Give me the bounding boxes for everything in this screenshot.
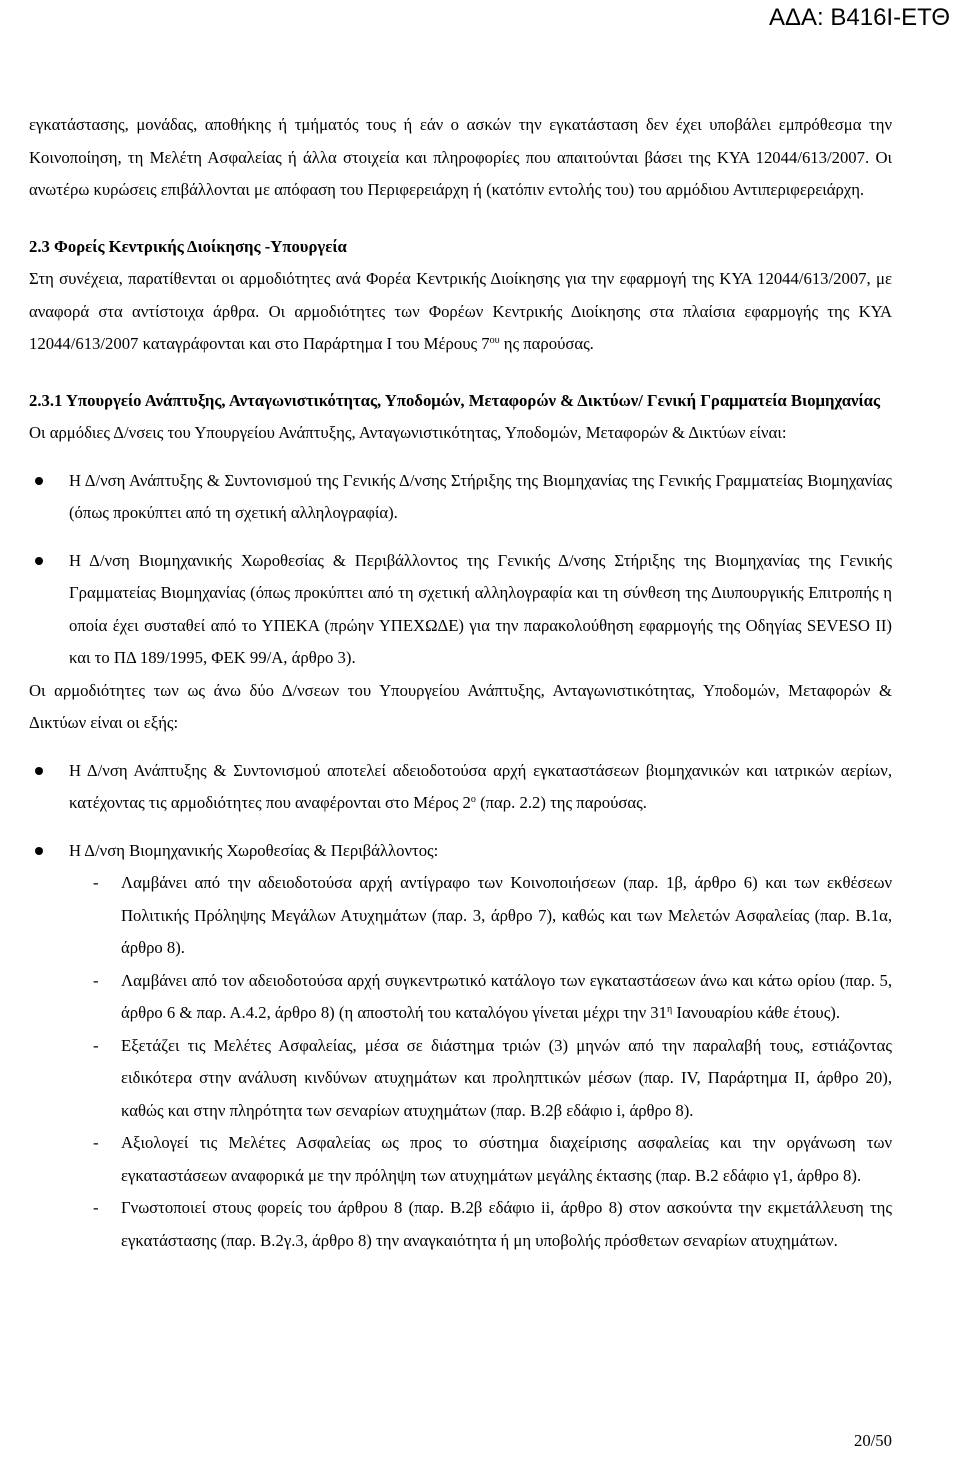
dash-item [29, 965, 892, 1030]
dash-marker: - [93, 873, 99, 892]
page-number: 20/50 [853, 1431, 892, 1450]
section-2-3-heading: 2.3 Φορείς Κεντρικής Διοίκησης -Υπουργεία [29, 236, 347, 256]
document-body [29, 109, 892, 1257]
dash-item-text-end: Ιανουαρίου κάθε έτους). [672, 1003, 841, 1022]
list-item [29, 755, 892, 820]
dash-marker: - [93, 1198, 99, 1217]
competences-list [29, 755, 892, 868]
list-item-text: Η Δ/νση Ανάπτυξης & Συντονισμού της Γενικής Δ/νσης Στήριξης της Βιομηχανίας της Γενικής Γραμματείας Βιομηχανίας (όπως προκύπτει από τη σχετική αλληλογραφία). [69, 470, 892, 522]
bullet-icon [35, 557, 43, 565]
directorates-intro: Οι αρμόδιες Δ/νσεις του Υπουργείου Ανάπτυξης, Ανταγωνιστικότητας, Υποδομών, Μεταφορών & Δικτύων είναι: [29, 423, 787, 442]
dash-item [29, 1030, 892, 1128]
list-item-text: Η Δ/νση Ανάπτυξης & Συντονισμού αποτελεί αδειοδοτούσα αρχή εγκαταστάσεων βιομηχανικών και ιατρικών αερίων, κατέχοντας τις αρμοδιότητες που αναφέρονται στο Μέρος 2 [69, 760, 892, 812]
dash-marker: - [93, 1133, 99, 1152]
dash-item [29, 1127, 892, 1192]
section-2-3-text-end: ης παρούσας. [499, 334, 594, 353]
dash-item [29, 867, 892, 965]
section-2-3-1-heading: 2.3.1 Υπουργείο Ανάπτυξης, Ανταγωνιστικότητας, Υποδομών, Μεταφορών & Δικτύων/ Γενική Γραμματεία Βιομηχανίας [29, 390, 880, 410]
dash-item-text: Αξιολογεί τις Μελέτες Ασφαλείας ως προς το σύστημα διαχείρισης ασφαλείας και την οργάνωση των εγκαταστάσεων αναφορικά με την πρόληψη των ατυχημάτων μεγάλης έκτασης (παρ. Β.2 εδάφιο γ1, άρθρο 8). [121, 1133, 892, 1185]
dash-marker: - [93, 1035, 99, 1055]
bullet-icon [35, 847, 43, 855]
dash-marker: - [93, 970, 99, 990]
list-item [29, 835, 892, 868]
intro-paragraph: εγκατάστασης, μονάδας, αποθήκης ή τμήματός τους ή εάν ο ασκών την εγκατάσταση δεν έχει υποβάλει εμπρόθεσμα την Κοινοποίηση, τη Μελέτη Ασφαλείας ή άλλα στοιχεία και πληροφορίες που απαιτούνται βάσει της ΚΥΑ 12044/613/2007. Οι ανωτέρω κυρώσεις επιβάλλονται με απόφαση του Περιφερειάρχη ή (κατόπιν εντολής του) του αρμόδιου Αντιπεριφερειάρχη. [29, 115, 892, 199]
dash-item-text: Γνωστοποιεί στους φορείς του άρθρου 8 (παρ. Β.2β εδάφιο ii, άρθρο 8) στον ασκούντα την εκμετάλλευση της εγκατάστασης (παρ. Β.2γ.3, άρθρο 8) την αναγκαιότητα ή μη υποβολής πρόσθετων σεναρίων ατυχημάτων. [121, 1198, 892, 1250]
directorates-list [29, 465, 892, 675]
dash-item-text: Εξετάζει τις Μελέτες Ασφαλείας, μέσα σε διάστημα τριών (3) μηνών από την παραλαβή τους, εστιάζοντας ειδικότερα στην ανάλυση κινδύνων ατυχημάτων και προληπτικών μέσων (παρ. IV, Παράρτημα ΙΙ, άρθρο 20), καθώς και στην πληρότητα των σεναρίων ατυχημάτων (παρ. Β.2β εδάφιο i, άρθρο 8). [121, 1035, 892, 1120]
dash-item-text: Λαμβάνει από την αδειοδοτούσα αρχή αντίγραφο των Κοινοποιήσεων (παρ. 1β, άρθρο 6) και των εκθέσεων Πολιτικής Πρόληψης Μεγάλων Ατυχημάτων (παρ. 3, άρθρο 7), καθώς και των Μελετών Ασφαλείας (παρ. Β.1α, άρθρο 8). [121, 873, 892, 957]
list-item-text-end: (παρ. 2.2) της παρούσας. [475, 793, 647, 812]
list-item [29, 465, 892, 530]
bullet-icon [35, 477, 43, 485]
ordinal-suffix: ου [489, 335, 500, 346]
section-2-3-text: Στη συνέχεια, παρατίθενται οι αρμοδιότητες ανά Φορέα Κεντρικής Διοίκησης για την εφαρμογή της ΚΥΑ 12044/613/2007, με αναφορά στα αντίστοιχα άρθρα. Οι αρμοδιότητες των Φορέων Κεντρικής Διοίκησης στα πλαίσια εφαρμογής της ΚΥΑ 12044/613/2007 καταγράφονται και στο Παράρτημα Ι του Μέρους 7 [29, 269, 892, 353]
ordinal-suffix: ο [470, 794, 476, 805]
section-2-3-paragraph [29, 263, 892, 361]
list-item-text: Η Δ/νση Βιομηχανικής Χωροθεσίας & Περιβάλλοντος: [69, 840, 439, 860]
ordinal-suffix: η [667, 1004, 673, 1015]
ada-code: ΑΔΑ: Β416Ι-ΕΤΘ [769, 4, 950, 31]
bullet-icon [35, 767, 43, 775]
dash-item-text: Λαμβάνει από τον αδειοδοτούσα αρχή συγκεντρωτικό κατάλογο των εγκαταστάσεων άνω και κάτω ορίου (παρ. 5, άρθρο 6 & παρ. Α.4.2, άρθρο 8) (η αποστολή του καταλόγου γίνεται μέχρι την 31 [121, 970, 892, 1022]
dash-item [29, 1192, 892, 1257]
competences-intro: Οι αρμοδιότητες των ως άνω δύο Δ/νσεων του Υπουργείου Ανάπτυξης, Ανταγωνιστικότητας, Υποδομών, Μεταφορών & Δικτύων είναι οι εξής: [29, 680, 892, 732]
list-item [29, 545, 892, 675]
list-item-text: Η Δ/νση Βιομηχανικής Χωροθεσίας & Περιβάλλοντος της Γενικής Δ/νσης Στήριξης της Βιομηχανίας της Γενικής Γραμματείας Βιομηχανίας (όπως προκύπτει από τη σχετική αλληλογραφία και τη σύνθεση της Διυπουργικής Επιτροπής η οποία έχει συσταθεί από το ΥΠΕΚΑ (πρώην ΥΠΕΧΩΔΕ) για την παρακολούθηση εφαρμογής της Οδηγίας SEVESO II) και το ΠΔ 189/1995, ΦΕΚ 99/Α, άρθρο 3). [69, 550, 892, 667]
dash-list [29, 867, 892, 1257]
